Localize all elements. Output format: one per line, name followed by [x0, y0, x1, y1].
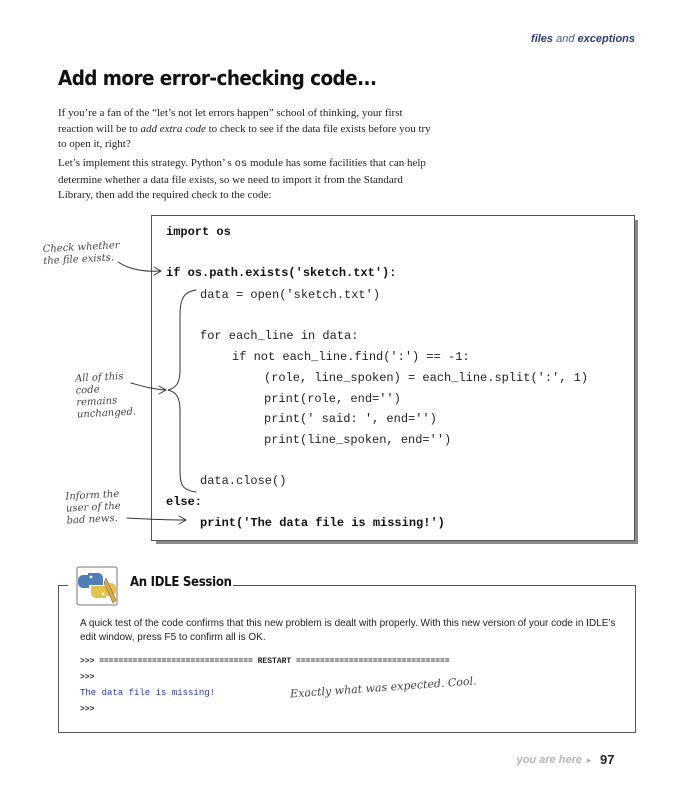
running-head-exceptions: exceptions: [577, 33, 635, 45]
you-are-here: [455, 754, 593, 766]
you-are-here-text: you are here: [516, 754, 583, 766]
idle-restart-line: >>> ================================ RESTART ================================: [80, 657, 450, 666]
code-line-if: if os.path.exists('sketch.txt'):: [166, 266, 397, 280]
code-line-if-not: if not each_line.find(':') == -1:: [232, 350, 470, 364]
code-brace: [168, 290, 196, 492]
note-inform-user: Inform the user of the bad news.: [65, 488, 121, 527]
running-head-files: files: [531, 33, 554, 45]
code-line-open: data = open('sketch.txt'): [200, 288, 381, 302]
strategy-text-a: Let’s implement this strategy. Python’ s: [58, 157, 235, 169]
running-head-and: and: [556, 33, 575, 45]
code-line-print-role: print(role, end=''): [264, 392, 401, 406]
os-module-code: os: [234, 158, 248, 170]
note-check-file: Check whether the file exists.: [42, 240, 120, 268]
idle-prompt-2: >>>: [80, 705, 95, 714]
page-number: 97: [600, 752, 615, 767]
code-line-close: data.close(): [200, 474, 287, 488]
page-title: Add more error-checking code...: [58, 66, 377, 90]
intro-text-a: If you’re a fan of the “let’s not let errors happen” school of thinking, your first reaction will be to: [58, 107, 403, 135]
python-idle-icon: [76, 566, 120, 608]
strategy-text-b: module has some facilities that can help determine whether a data file exists, so we need to import it from the Standard Library, then add the required check to the code:: [58, 157, 426, 201]
code-line-print-missing: print('The data file is missing!'): [200, 516, 445, 530]
idle-description: A quick test of the code confirms that this new problem is dealt with properly. With this new version of your code in IDLE’s edit window, press F5 to confirm all is OK.: [80, 618, 616, 643]
code-line-for: for each_line in data:: [200, 329, 359, 343]
intro-emphasis: add extra code: [140, 122, 206, 135]
idle-title: An IDLE Session: [130, 575, 232, 590]
intro-text-b: to check to see if the data file exists before you try to open it, right?: [58, 122, 431, 150]
code-line-print-said: print(' said: ', end=''): [264, 412, 437, 426]
idle-output: The data file is missing!: [80, 688, 216, 698]
triangle-right-icon: ►: [585, 756, 593, 765]
note-expected: Exactly what was expected. Cool.: [289, 674, 477, 701]
code-line-split: (role, line_spoken) = each_line.split(':', 1): [264, 371, 589, 385]
code-line-print-spoken: print(line_spoken, end=''): [264, 433, 452, 447]
idle-prompt-1: >>>: [80, 673, 95, 682]
code-line-else: else:: [166, 495, 203, 509]
code-line-import: import os: [166, 225, 231, 239]
inform-arrow: [127, 518, 185, 520]
note-unchanged: All of this code remains unchanged.: [74, 371, 137, 421]
